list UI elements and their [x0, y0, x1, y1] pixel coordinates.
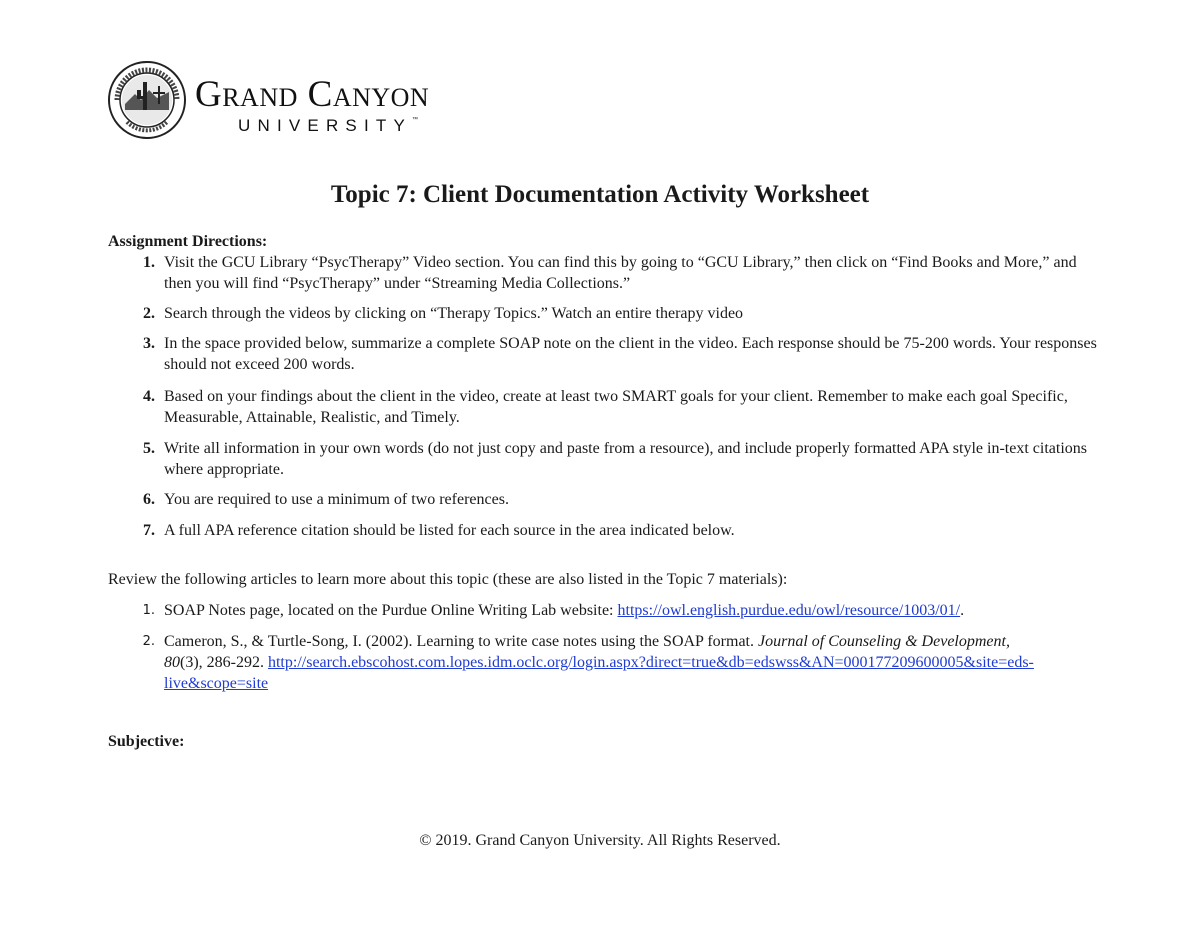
subjective-label: Subjective:: [108, 733, 185, 750]
university-seal-icon: [107, 60, 187, 140]
page-title: Topic 7: Client Documentation Activity Worksheet: [330, 181, 870, 208]
review-intro: Review the following articles to learn more about this topic (these are also listed in the Topic 7 materials):: [108, 571, 788, 588]
directions-heading: Assignment Directions:: [108, 233, 268, 250]
logo-wordmark-grand-canyon: Grand Canyon: [195, 74, 430, 115]
ebsco-article-link[interactable]: http://search.ebscohost.com.lopes.idm.oclc.org/login.aspx?direct=true&db=edswss&AN=000177209600005&site=eds-live&scope=site: [164, 654, 1034, 692]
university-logo: [107, 60, 487, 140]
copyright-footer: © 2019. Grand Canyon University. All Rights Reserved.: [419, 832, 781, 849]
purdue-owl-link[interactable]: https://owl.english.purdue.edu/owl/resource/1003/01/: [617, 602, 961, 619]
logo-wordmark-university: UNIVERSITY™: [238, 116, 419, 135]
